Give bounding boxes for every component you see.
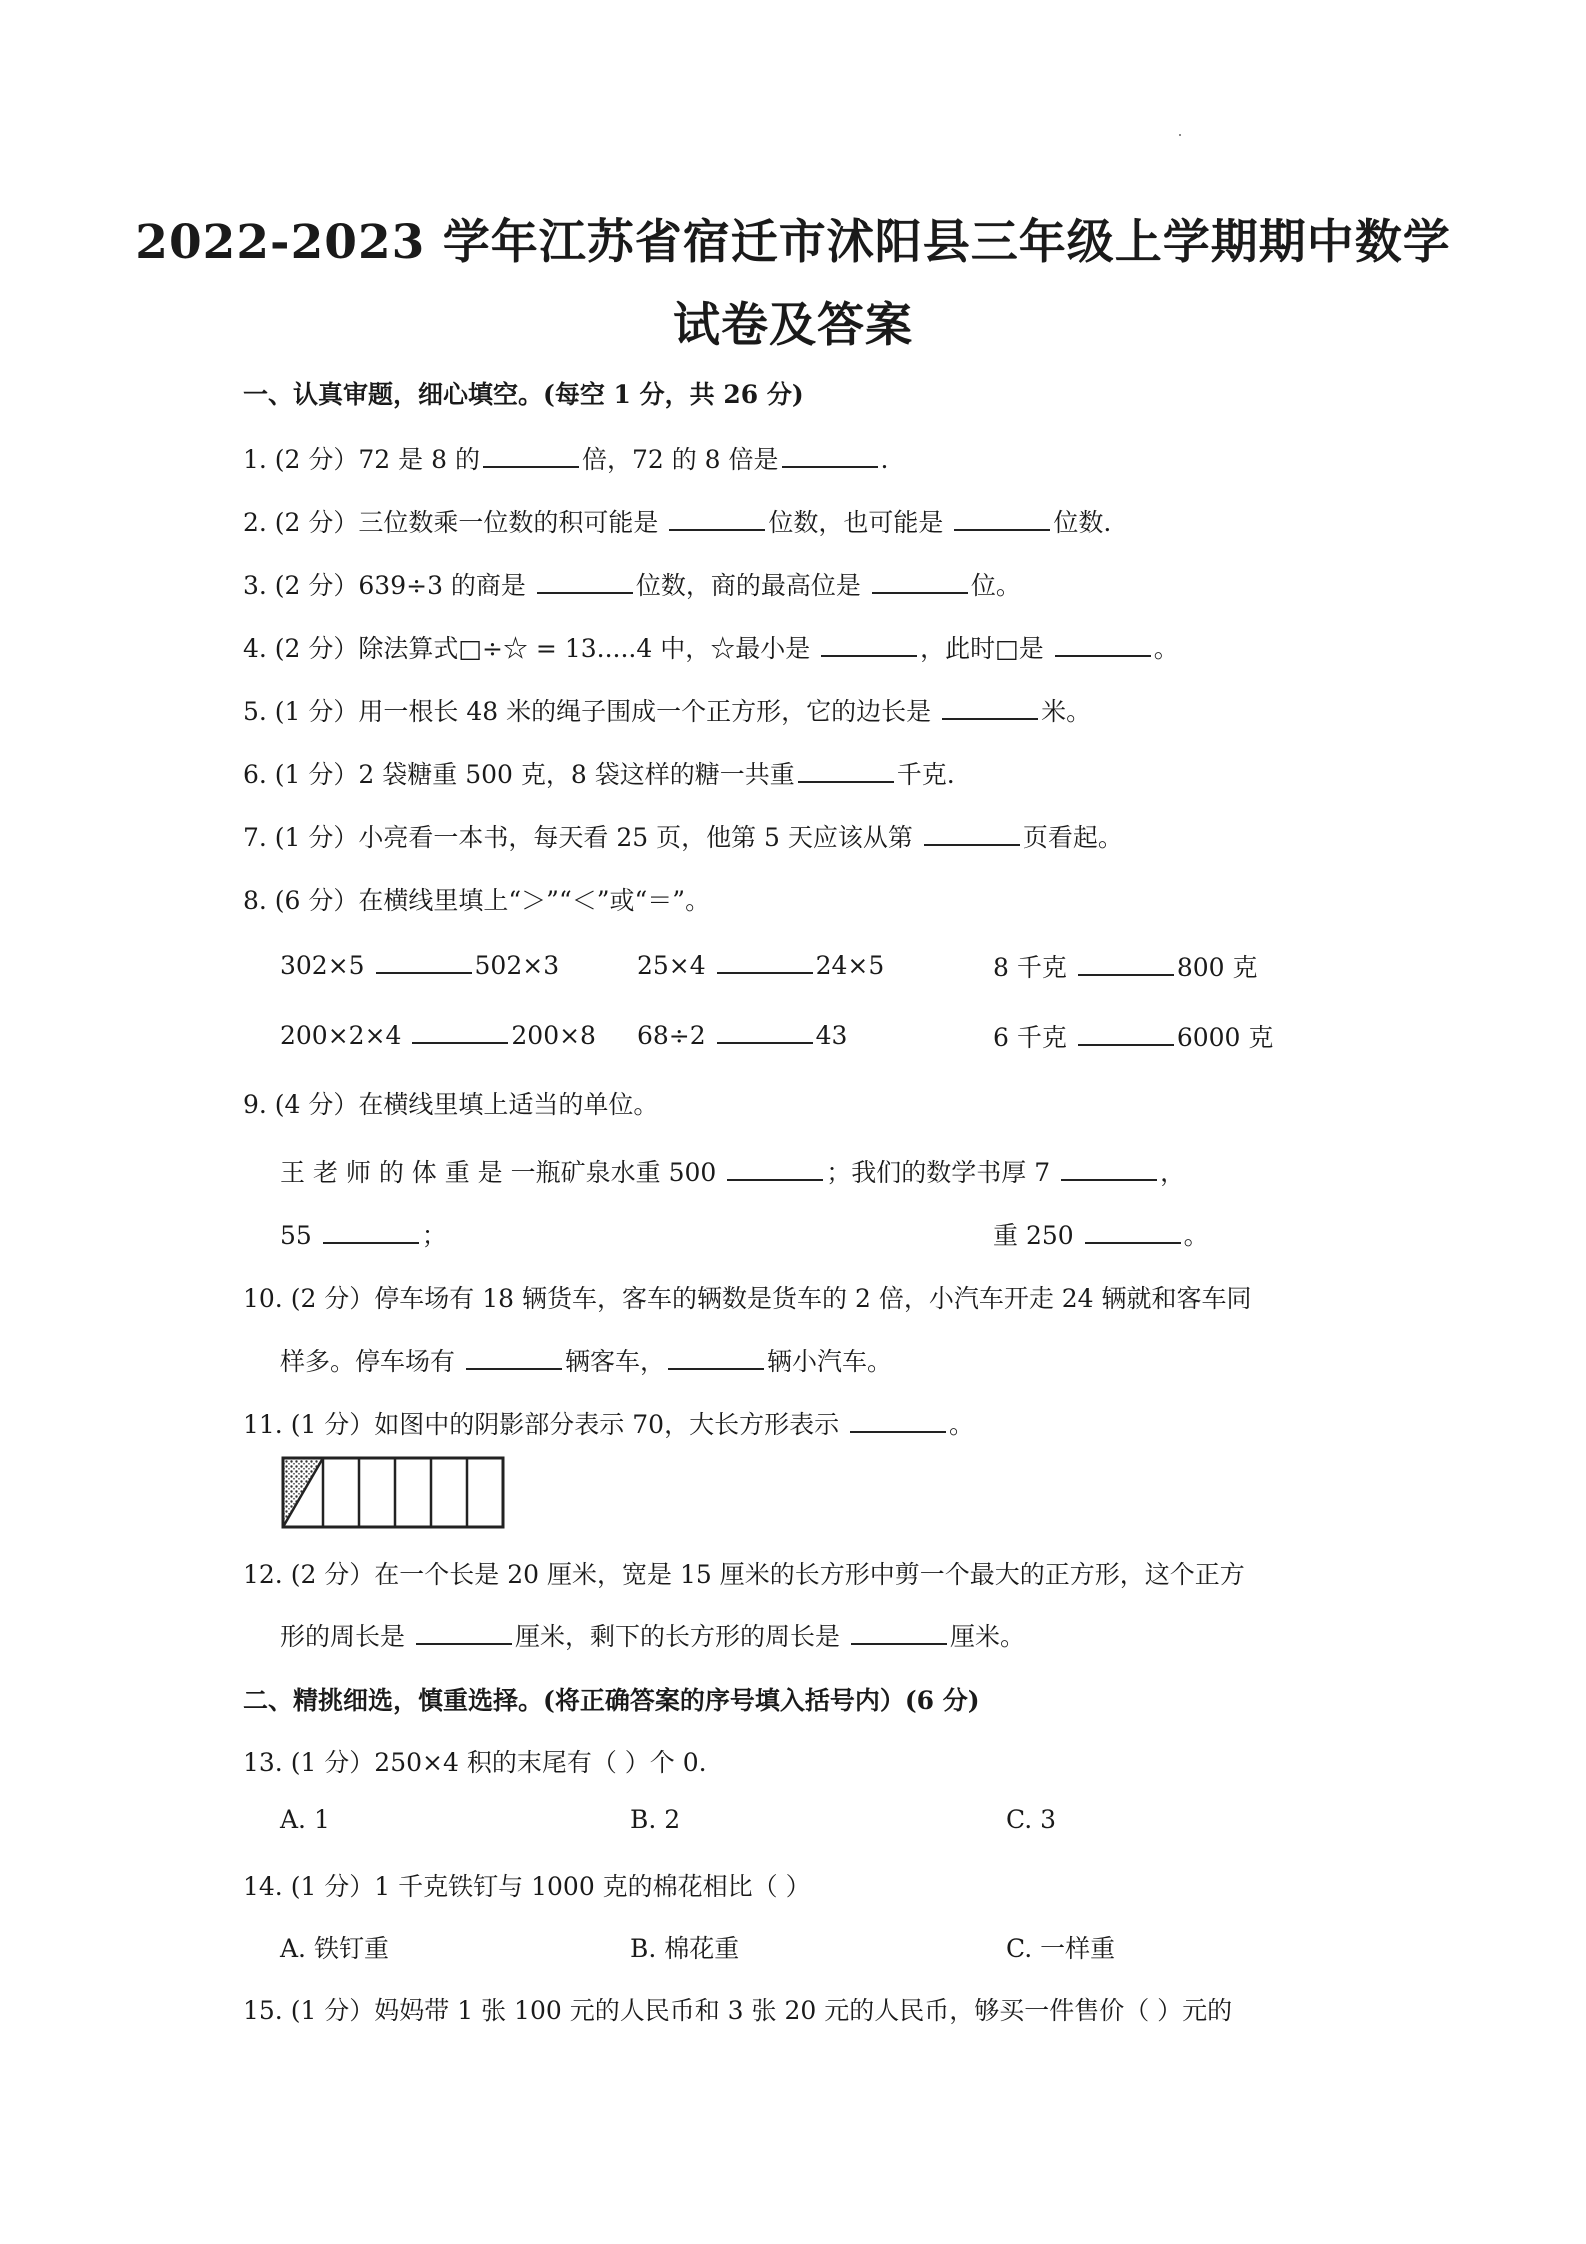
answer-blank[interactable]	[821, 631, 917, 657]
question-9-line2-right: 重 250 。	[993, 1216, 1209, 1252]
question-1: 1. (2 分）72 是 8 的 倍，72 的 8 倍是 .	[243, 440, 888, 476]
answer-blank[interactable]	[669, 505, 765, 531]
question-9-line1: 王 老 师 的 体 重 是 一瓶矿泉水重 500 ；我们的数学书厚 7 ，	[280, 1153, 1185, 1189]
q8-item: 25×4 24×5	[637, 948, 884, 980]
scan-speck	[1179, 134, 1181, 136]
question-12-line2: 形的周长是 厘米，剩下的长方形的周长是 厘米。	[280, 1617, 1025, 1653]
answer-blank[interactable]	[1078, 950, 1174, 976]
answer-blank[interactable]	[924, 820, 1020, 846]
answer-blank[interactable]	[412, 1018, 508, 1044]
question-9-stem: 9. (4 分）在横线里填上适当的单位。	[243, 1090, 659, 1119]
exam-title-line2: 试卷及答案	[673, 298, 913, 353]
question-15-stem: 15. (1 分）妈妈带 1 张 100 元的人民币和 3 张 20 元的人民币，够买一件售价（ ）元的	[243, 1996, 1233, 2025]
question-5: 5. (1 分）用一根长 48 米的绳子围成一个正方形，它的边长是 米。	[243, 692, 1091, 728]
question-14-stem: 14. (1 分）1 千克铁钉与 1000 克的棉花相比（ ）	[243, 1872, 811, 1901]
question-10-line2: 样多。停车场有 辆客车， 辆小汽车。	[280, 1342, 892, 1378]
answer-blank[interactable]	[1085, 1218, 1181, 1244]
q8-item: 8 千克 800 克	[993, 948, 1257, 984]
option-a[interactable]: A. 铁钉重	[280, 1934, 389, 1963]
question-8-stem: 8. (6 分）在横线里填上“＞”“＜”或“＝”。	[243, 886, 711, 915]
answer-blank[interactable]	[717, 1018, 813, 1044]
section-2-heading: 二、精挑细选，慎重选择。(将正确答案的序号填入括号内）(6 分)	[243, 1686, 980, 1715]
answer-blank[interactable]	[850, 1407, 946, 1433]
question-6: 6. (1 分）2 袋糖重 500 克，8 袋这样的糖一共重 千克.	[243, 755, 955, 791]
question-3: 3. (2 分）639÷3 的商是 位数，商的最高位是 位。	[243, 566, 1021, 602]
q8-item: 6 千克 6000 克	[993, 1018, 1273, 1054]
q8-item: 200×2×4 200×8	[280, 1018, 596, 1050]
answer-blank[interactable]	[727, 1155, 823, 1181]
answer-blank[interactable]	[851, 1619, 947, 1645]
rectangle-figure	[280, 1455, 506, 1531]
q8-item: 68÷2 43	[637, 1018, 847, 1050]
answer-blank[interactable]	[466, 1344, 562, 1370]
answer-blank[interactable]	[668, 1344, 764, 1370]
question-4: 4. (2 分）除法算式□÷☆ = 13.....4 中，☆最小是 ，此时□是 。	[243, 629, 1179, 665]
question-2: 2. (2 分）三位数乘一位数的积可能是 位数，也可能是 位数.	[243, 503, 1111, 539]
answer-blank[interactable]	[942, 694, 1038, 720]
question-7: 7. (1 分）小亮看一本书，每天看 25 页，他第 5 天应该从第 页看起。	[243, 818, 1123, 854]
answer-blank[interactable]	[376, 948, 472, 974]
answer-blank[interactable]	[416, 1619, 512, 1645]
section-1-heading: 一、认真审题，细心填空。(每空 1 分，共 26 分)	[243, 380, 804, 409]
answer-blank[interactable]	[1078, 1020, 1174, 1046]
option-c[interactable]: C. 一样重	[1006, 1934, 1116, 1963]
answer-blank[interactable]	[1055, 631, 1151, 657]
answer-blank[interactable]	[798, 757, 894, 783]
option-a[interactable]: A. 1	[280, 1805, 330, 1834]
answer-blank[interactable]	[717, 948, 813, 974]
question-10-line1: 10. (2 分）停车场有 18 辆货车，客车的辆数是货车的 2 倍，小汽车开走 24 辆就和客车同	[243, 1284, 1252, 1313]
option-c[interactable]: C. 3	[1006, 1805, 1057, 1834]
answer-blank[interactable]	[872, 568, 968, 594]
answer-blank[interactable]	[483, 442, 579, 468]
question-12-line1: 12. (2 分）在一个长是 20 厘米，宽是 15 厘米的长方形中剪一个最大的正方形，这个正方	[243, 1560, 1245, 1589]
answer-blank[interactable]	[1061, 1155, 1157, 1181]
option-b[interactable]: B. 棉花重	[630, 1934, 740, 1963]
answer-blank[interactable]	[537, 568, 633, 594]
option-b[interactable]: B. 2	[630, 1805, 681, 1834]
answer-blank[interactable]	[323, 1218, 419, 1244]
question-11: 11. (1 分）如图中的阴影部分表示 70，大长方形表示 。	[243, 1405, 974, 1441]
answer-blank[interactable]	[782, 442, 878, 468]
question-9-line2-left: 55 ；	[280, 1216, 447, 1252]
q8-item: 302×5 502×3	[280, 948, 559, 980]
question-13-stem: 13. (1 分）250×4 积的末尾有（ ）个 0.	[243, 1748, 707, 1777]
exam-title-line1: 2022-2023 学年江苏省宿迁市沭阳县三年级上学期期中数学	[135, 215, 1451, 270]
answer-blank[interactable]	[954, 505, 1050, 531]
